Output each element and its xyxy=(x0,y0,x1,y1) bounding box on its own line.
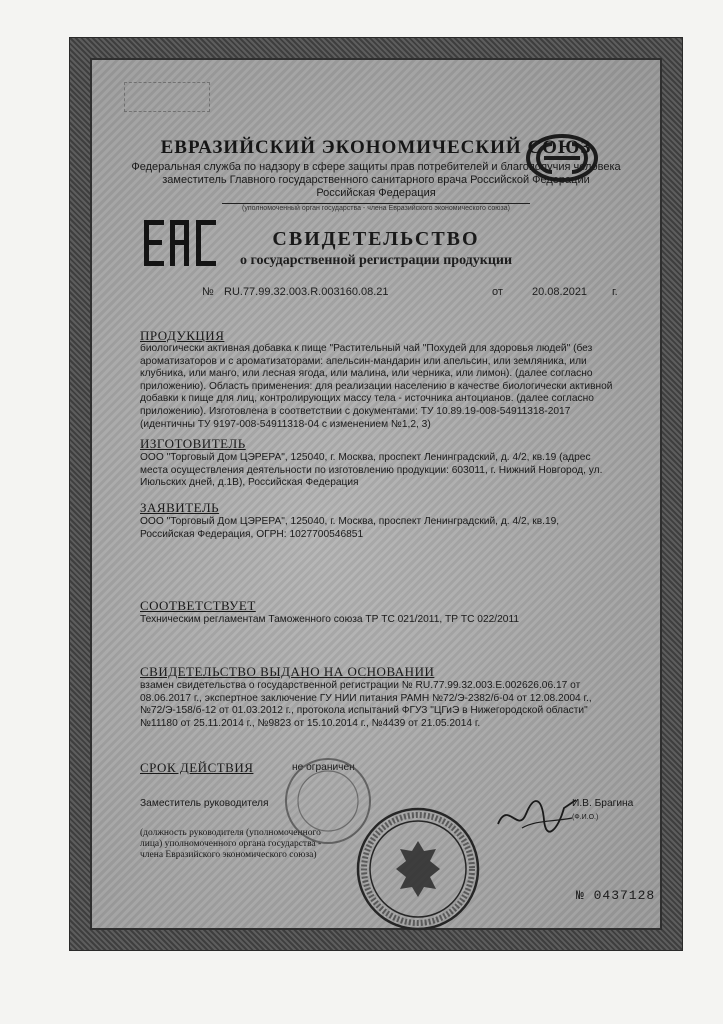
certificate-subtitle: о государственной регистрации продукции xyxy=(239,253,513,268)
registration-stamp-mark xyxy=(124,82,210,112)
manufacturer-text xyxy=(140,452,662,490)
union-title: ЕВРАЗИЙСКИЙ ЭКОНОМИЧЕСКИЙ СОЮЗ xyxy=(160,137,592,158)
basis-line: №72/Э-158/б-12 от 01.03.2012 г., протокола испытаний ФГУЗ "ЦГиЭ в Нижегородской области" xyxy=(140,705,588,717)
validity-value: не ограничен xyxy=(292,762,355,773)
product-line: приложению). Изготовлена в соответствии с документами: ТУ 10.89.19-008-54911318-2017 xyxy=(140,405,571,417)
deputy-line: заместитель Главного государственного санитарного врача Российской Федерации xyxy=(162,174,590,186)
validity-heading: СРОК ДЕЙСТВИЯ xyxy=(140,760,254,775)
basis-line: №11180 от 25.11.2014 г., №9823 от 15.10.2014 г., №4439 от 21.05.2014 г. xyxy=(140,717,481,729)
conformity-heading: СООТВЕТСТВУЕТ xyxy=(140,598,256,613)
manufacturer-line: места осуществления деятельности по изготовлению продукции: 603011, г. Нижний Новгород, ул. xyxy=(140,464,603,476)
applicant-text xyxy=(140,516,662,541)
product-line: биологически активная добавка к пище "Растительный чай "Похудей для здоровья людей" (без xyxy=(140,343,593,354)
position-note-line: члена Евразийского экономического союза) xyxy=(140,850,317,860)
date-prefix: от xyxy=(492,286,503,298)
applicant-line: Российская Федерация, ОГРН: 1027700546851 xyxy=(140,528,364,540)
product-line: добавки к пище для лиц, контролирующих массу тела - источника антоцианов. (далее согласно xyxy=(140,393,594,405)
conformity-text xyxy=(140,614,662,627)
basis-heading: СВИДЕТЕЛЬСТВО ВЫДАНО НА ОСНОВАНИИ xyxy=(140,664,435,679)
certificate-inner-panel xyxy=(90,58,662,930)
manufacturer-line: ООО "Торговый Дом ЦЭРЕРА", 125040, г. Москва, проспект Ленинградский, д. 4/2, кв.19 (адрес xyxy=(140,452,591,463)
basis-line: взамен свидетельства о государственной регистрации № RU.77.99.32.003.E.002626.06.17 от xyxy=(140,680,581,691)
federation-line: Российская Федерация xyxy=(316,187,436,199)
member-note: (уполномоченный орган государства - члена Евразийского экономического союза) xyxy=(242,205,510,212)
basis-line: 08.06.2017 г., экспертное заключение ГУ НИИ питания РАМН №72/Э-2382/б-04 от 12.08.2004 г., xyxy=(140,692,592,704)
product-line: ароматизаторов и с ароматизаторами: апельсин-мандарин или апельсин, или земляника, или xyxy=(140,355,587,367)
registration-date: 20.08.2021 xyxy=(532,286,588,298)
signatory-caption: (Ф.И.О.) xyxy=(572,814,599,821)
product-text xyxy=(140,343,662,431)
basis-text xyxy=(140,680,662,730)
certificate-sheet xyxy=(70,38,682,950)
manufacturer-heading: ИЗГОТОВИТЕЛЬ xyxy=(140,436,246,451)
agency-line: Федеральная служба по надзору в сфере защиты прав потребителей и благополучия человека xyxy=(131,161,621,173)
product-line: клубника, или манго, или лесная ягода, или малина, или черника, или лимон). (далее согласно xyxy=(140,368,593,380)
product-heading: ПРОДУКЦИЯ xyxy=(140,328,225,343)
date-suffix: г. xyxy=(612,286,618,298)
serial-number: № 0437128 xyxy=(576,888,656,903)
number-prefix: № xyxy=(202,286,214,298)
manufacturer-line: Июльских дней, д.1В), Российская Федерация xyxy=(140,477,359,489)
certificate-title: СВИДЕТЕЛЬСТВО xyxy=(272,228,480,250)
position-note-line: (должность руководителя (уполномоченного xyxy=(140,828,321,838)
signatory-role: Заместитель руководителя xyxy=(140,798,269,809)
registration-number: RU.77.99.32.003.R.003160.08.21 xyxy=(224,286,389,298)
signature-icon xyxy=(492,790,582,840)
product-line: приложению). Область применения: для реализации населению в качестве биологически активной xyxy=(140,380,613,392)
official-seal-icon xyxy=(354,805,482,933)
applicant-line: ООО "Торговый Дом ЦЭРЕРА", 125040, г. Москва, проспект Ленинградский, д. 4/2, кв.19, xyxy=(140,516,560,527)
position-note-line: лица) уполномоченного органа государства - xyxy=(140,839,322,849)
header-divider xyxy=(222,203,530,204)
conformity-line: Техническим регламентам Таможенного союза ТР ТС 021/2011, ТР ТС 022/2011 xyxy=(140,614,520,625)
product-line: (идентичны ТУ 9197-008-54911318-04 с изменением №1,2, 3) xyxy=(140,418,431,430)
signatory-name: И.В. Брагина xyxy=(572,798,634,809)
applicant-heading: ЗАЯВИТЕЛЬ xyxy=(140,500,220,515)
